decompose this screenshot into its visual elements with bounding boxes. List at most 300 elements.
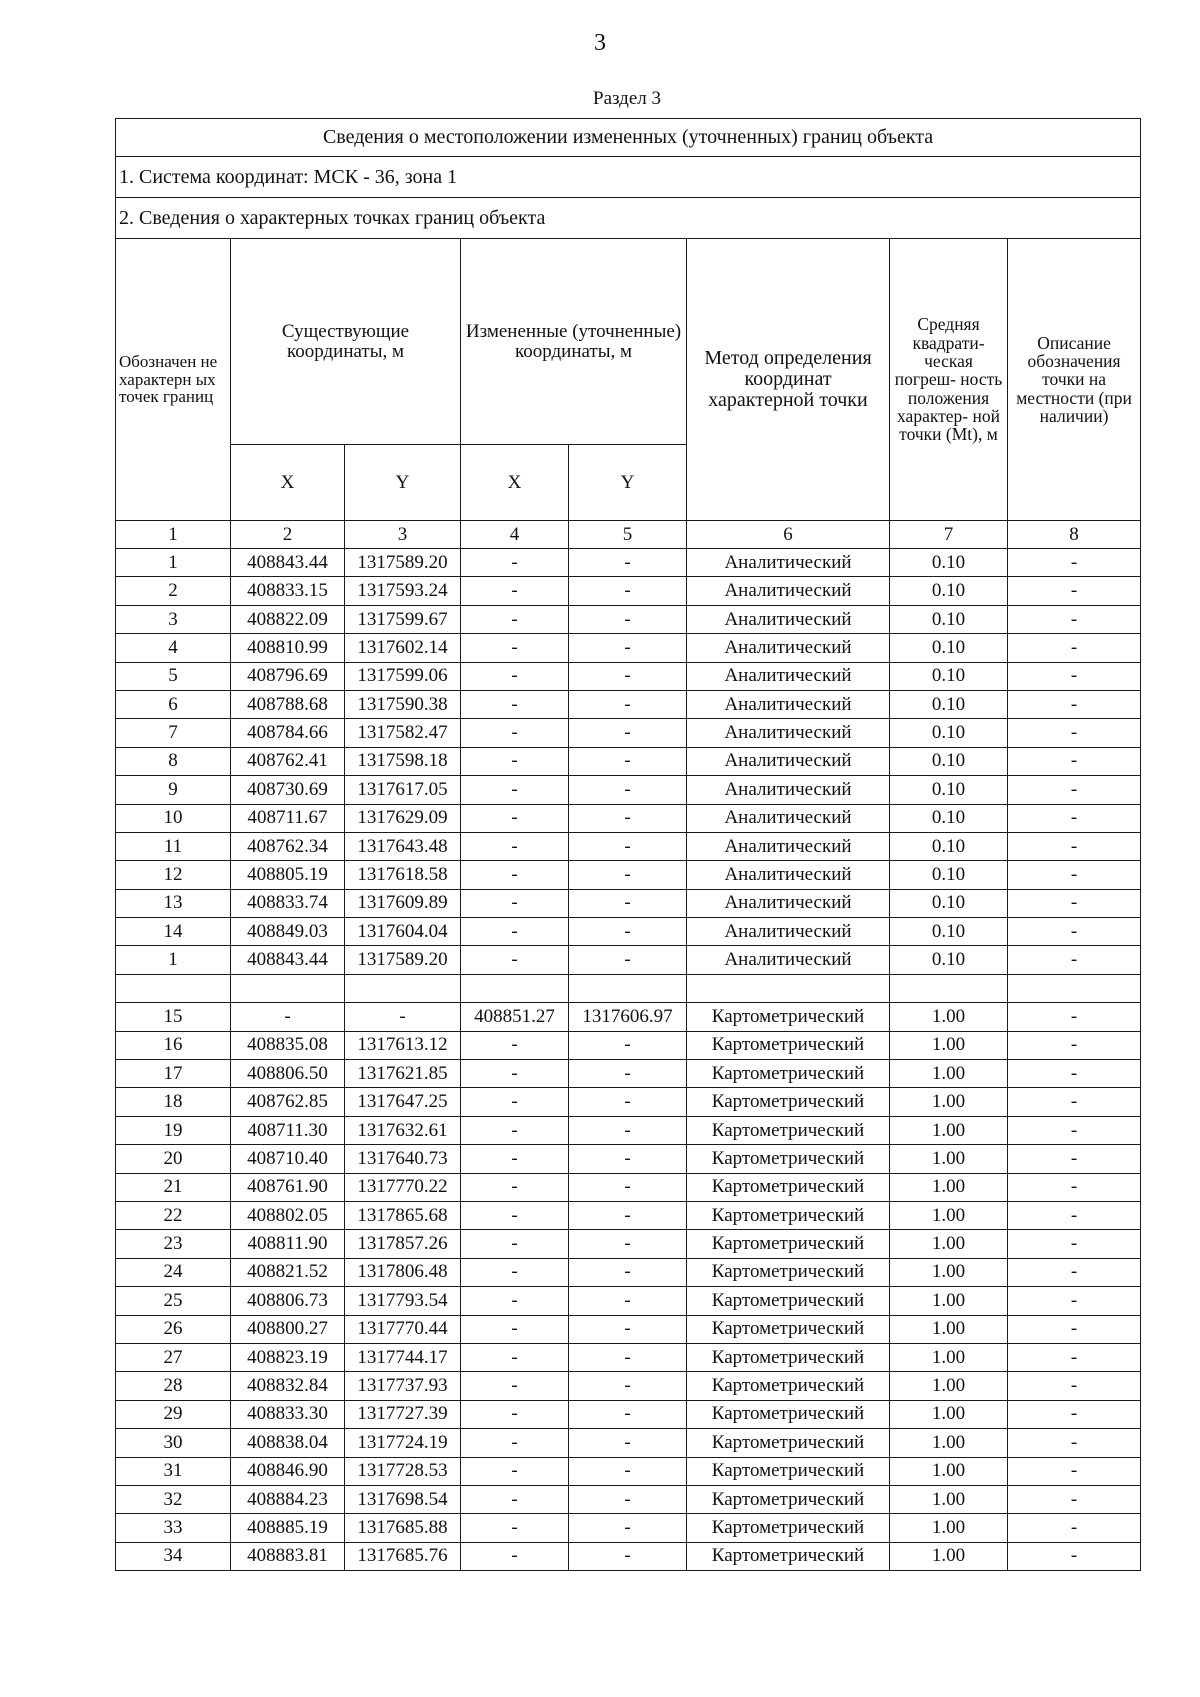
cell-existing-y: 1317793.54: [345, 1287, 461, 1315]
cell-changed-x: -: [461, 946, 569, 974]
cell-mean-square-error: 0.10: [890, 747, 1008, 775]
cell-existing-x: 408883.81: [231, 1542, 345, 1570]
cell-point-number: 9: [116, 776, 231, 804]
cell-existing-x: 408730.69: [231, 776, 345, 804]
cell-changed-x: -: [461, 1485, 569, 1513]
header-changed-y: Y: [569, 445, 687, 521]
cell-description: -: [1008, 1372, 1141, 1400]
cell-existing-y: 1317647.25: [345, 1088, 461, 1116]
cell-existing-x: 408762.41: [231, 747, 345, 775]
cell-method: Аналитический: [687, 719, 890, 747]
page-number: 3: [594, 30, 606, 56]
cell-changed-y: -: [569, 946, 687, 974]
table-row: [116, 1485, 1141, 1513]
cell-method: Картометрический: [687, 1145, 890, 1173]
points-heading: 2. Сведения о характерных точках границ объекта: [116, 198, 1141, 239]
cell-description: -: [1008, 1088, 1141, 1116]
table-row: [116, 1400, 1141, 1428]
cell-existing-x: 408884.23: [231, 1485, 345, 1513]
cell-changed-x: -: [461, 1145, 569, 1173]
cell-description: -: [1008, 719, 1141, 747]
cell-method: Аналитический: [687, 804, 890, 832]
cell-description: -: [1008, 1201, 1141, 1229]
header-mean-square-error: Средняя квадрати- ческая погреш- ность положения характер- ной точки (Mt), м: [890, 239, 1008, 521]
cell-mean-square-error: 1.00: [890, 1116, 1008, 1144]
cell-mean-square-error: [890, 974, 1008, 1002]
cell-changed-y: -: [569, 1485, 687, 1513]
cell-existing-y: 1317640.73: [345, 1145, 461, 1173]
table-row: [116, 974, 1141, 1002]
cell-changed-x: -: [461, 719, 569, 747]
table-row: [116, 1258, 1141, 1286]
cell-existing-x: 408761.90: [231, 1173, 345, 1201]
cell-description: -: [1008, 889, 1141, 917]
cell-existing-y: 1317698.54: [345, 1485, 461, 1513]
cell-description: [1008, 974, 1141, 1002]
table-row: [116, 918, 1141, 946]
cell-description: -: [1008, 1003, 1141, 1031]
cell-point-number: 29: [116, 1400, 231, 1428]
cell-changed-x: -: [461, 1542, 569, 1570]
cell-description: -: [1008, 804, 1141, 832]
cell-method: Аналитический: [687, 634, 890, 662]
cell-changed-x: [461, 974, 569, 1002]
cell-mean-square-error: 1.00: [890, 1201, 1008, 1229]
cell-existing-y: 1317865.68: [345, 1201, 461, 1229]
cell-description: -: [1008, 776, 1141, 804]
cell-changed-y: -: [569, 1372, 687, 1400]
cell-existing-x: 408821.52: [231, 1258, 345, 1286]
cell-point-number: 13: [116, 889, 231, 917]
cell-description: -: [1008, 662, 1141, 690]
cell-changed-x: -: [461, 747, 569, 775]
cell-changed-y: -: [569, 1429, 687, 1457]
header-existing-y: Y: [345, 445, 461, 521]
cell-method: Картометрический: [687, 1429, 890, 1457]
cell-description: -: [1008, 918, 1141, 946]
table-row: [116, 889, 1141, 917]
cell-existing-x: 408833.30: [231, 1400, 345, 1428]
cell-description: -: [1008, 1116, 1141, 1144]
cell-existing-y: 1317685.76: [345, 1542, 461, 1570]
cell-existing-x: 408810.99: [231, 634, 345, 662]
cell-method: Картометрический: [687, 1542, 890, 1570]
cell-existing-x: 408796.69: [231, 662, 345, 690]
cell-point-number: 3: [116, 605, 231, 633]
cell-point-number: 1: [116, 946, 231, 974]
cell-existing-y: 1317618.58: [345, 861, 461, 889]
cell-existing-x: 408806.73: [231, 1287, 345, 1315]
cell-point-number: 28: [116, 1372, 231, 1400]
cell-existing-x: 408806.50: [231, 1060, 345, 1088]
cell-description: -: [1008, 832, 1141, 860]
cell-changed-x: 408851.27: [461, 1003, 569, 1031]
cell-existing-x: 408885.19: [231, 1514, 345, 1542]
header-designation: Обозначен не характерн ых точек границ: [116, 239, 231, 521]
cell-existing-x: 408838.04: [231, 1429, 345, 1457]
cell-existing-y: 1317727.39: [345, 1400, 461, 1428]
table-row: [116, 1372, 1141, 1400]
cell-mean-square-error: 0.10: [890, 549, 1008, 577]
cell-existing-x: 408833.15: [231, 577, 345, 605]
cell-point-number: 7: [116, 719, 231, 747]
cell-mean-square-error: 1.00: [890, 1145, 1008, 1173]
cell-existing-y: 1317604.04: [345, 918, 461, 946]
cell-mean-square-error: 0.10: [890, 861, 1008, 889]
cell-changed-x: -: [461, 1201, 569, 1229]
cell-changed-x: -: [461, 662, 569, 690]
cell-changed-x: -: [461, 1457, 569, 1485]
cell-changed-x: -: [461, 1060, 569, 1088]
cell-point-number: 20: [116, 1145, 231, 1173]
cell-existing-y: 1317724.19: [345, 1429, 461, 1457]
cell-changed-x: -: [461, 549, 569, 577]
cell-changed-x: -: [461, 605, 569, 633]
cell-changed-x: -: [461, 1173, 569, 1201]
cell-mean-square-error: 1.00: [890, 1088, 1008, 1116]
cell-point-number: 6: [116, 690, 231, 718]
column-number: 4: [461, 521, 569, 549]
cell-description: -: [1008, 1485, 1141, 1513]
table-row: [116, 605, 1141, 633]
cell-changed-y: -: [569, 1145, 687, 1173]
cell-changed-x: -: [461, 577, 569, 605]
cell-point-number: 22: [116, 1201, 231, 1229]
cell-existing-y: 1317744.17: [345, 1343, 461, 1371]
cell-mean-square-error: 1.00: [890, 1230, 1008, 1258]
cell-changed-x: -: [461, 1116, 569, 1144]
cell-method: Картометрический: [687, 1060, 890, 1088]
cell-description: -: [1008, 1230, 1141, 1258]
cell-mean-square-error: 1.00: [890, 1060, 1008, 1088]
cell-existing-x: 408762.85: [231, 1088, 345, 1116]
cell-existing-y: 1317770.44: [345, 1315, 461, 1343]
cell-point-number: 32: [116, 1485, 231, 1513]
cell-existing-x: 408822.09: [231, 605, 345, 633]
cell-description: -: [1008, 634, 1141, 662]
cell-point-number: 15: [116, 1003, 231, 1031]
cell-mean-square-error: 1.00: [890, 1542, 1008, 1570]
cell-existing-y: 1317770.22: [345, 1173, 461, 1201]
cell-mean-square-error: 0.10: [890, 577, 1008, 605]
cell-existing-x: 408805.19: [231, 861, 345, 889]
table-row: [116, 1429, 1141, 1457]
cell-mean-square-error: 0.10: [890, 662, 1008, 690]
cell-existing-y: 1317609.89: [345, 889, 461, 917]
cell-mean-square-error: 1.00: [890, 1287, 1008, 1315]
table-row: [116, 1542, 1141, 1570]
cell-changed-y: [569, 974, 687, 1002]
cell-existing-x: 408832.84: [231, 1372, 345, 1400]
cell-method: Картометрический: [687, 1258, 890, 1286]
cell-description: -: [1008, 1258, 1141, 1286]
cell-description: -: [1008, 549, 1141, 577]
cell-existing-y: 1317590.38: [345, 690, 461, 718]
boundary-points-table: [115, 118, 1141, 1571]
cell-changed-y: -: [569, 747, 687, 775]
column-number: 6: [687, 521, 890, 549]
cell-point-number: 1: [116, 549, 231, 577]
cell-existing-y: 1317593.24: [345, 577, 461, 605]
cell-point-number: 30: [116, 1429, 231, 1457]
cell-mean-square-error: 0.10: [890, 804, 1008, 832]
cell-method: Картометрический: [687, 1230, 890, 1258]
table-row: [116, 1003, 1141, 1031]
cell-existing-x: 408784.66: [231, 719, 345, 747]
table-row: [116, 1088, 1141, 1116]
cell-method: Аналитический: [687, 946, 890, 974]
cell-point-number: 10: [116, 804, 231, 832]
cell-changed-x: -: [461, 1343, 569, 1371]
cell-changed-y: -: [569, 861, 687, 889]
cell-changed-y: -: [569, 690, 687, 718]
table-row: [116, 634, 1141, 662]
header-changed-x: X: [461, 445, 569, 521]
column-number: 5: [569, 521, 687, 549]
cell-mean-square-error: 0.10: [890, 946, 1008, 974]
cell-existing-x: 408802.05: [231, 1201, 345, 1229]
table-row: [116, 690, 1141, 718]
header-point-description: Описание обозначения точки на местности (при наличии): [1008, 239, 1141, 521]
cell-changed-x: -: [461, 634, 569, 662]
cell-point-number: 17: [116, 1060, 231, 1088]
cell-existing-x: 408843.44: [231, 549, 345, 577]
cell-method: Картометрический: [687, 1485, 890, 1513]
cell-existing-y: 1317589.20: [345, 549, 461, 577]
table-row: [116, 1457, 1141, 1485]
cell-method: Аналитический: [687, 549, 890, 577]
column-number: 3: [345, 521, 461, 549]
cell-mean-square-error: 0.10: [890, 605, 1008, 633]
cell-mean-square-error: 0.10: [890, 719, 1008, 747]
cell-mean-square-error: 0.10: [890, 889, 1008, 917]
cell-point-number: 12: [116, 861, 231, 889]
table-row: [116, 1287, 1141, 1315]
cell-mean-square-error: 1.00: [890, 1031, 1008, 1059]
table-row: [116, 662, 1141, 690]
cell-existing-y: 1317621.85: [345, 1060, 461, 1088]
cell-changed-y: -: [569, 1088, 687, 1116]
cell-existing-y: 1317685.88: [345, 1514, 461, 1542]
cell-existing-y: 1317599.06: [345, 662, 461, 690]
cell-description: -: [1008, 605, 1141, 633]
cell-description: -: [1008, 1060, 1141, 1088]
cell-changed-y: -: [569, 1287, 687, 1315]
table-row: [116, 1031, 1141, 1059]
cell-existing-y: 1317582.47: [345, 719, 461, 747]
cell-method: Картометрический: [687, 1287, 890, 1315]
cell-description: -: [1008, 577, 1141, 605]
cell-changed-y: -: [569, 1258, 687, 1286]
cell-existing-y: 1317629.09: [345, 804, 461, 832]
cell-mean-square-error: 1.00: [890, 1485, 1008, 1513]
cell-mean-square-error: 1.00: [890, 1372, 1008, 1400]
cell-existing-x: 408800.27: [231, 1315, 345, 1343]
table-row: [116, 747, 1141, 775]
table-row: [116, 1060, 1141, 1088]
cell-description: -: [1008, 946, 1141, 974]
cell-mean-square-error: 1.00: [890, 1429, 1008, 1457]
cell-point-number: 21: [116, 1173, 231, 1201]
cell-changed-y: -: [569, 1173, 687, 1201]
cell-description: -: [1008, 861, 1141, 889]
cell-point-number: 31: [116, 1457, 231, 1485]
cell-method: Аналитический: [687, 861, 890, 889]
cell-changed-x: -: [461, 1315, 569, 1343]
cell-mean-square-error: 0.10: [890, 918, 1008, 946]
cell-changed-y: -: [569, 804, 687, 832]
cell-method: Аналитический: [687, 577, 890, 605]
cell-point-number: 33: [116, 1514, 231, 1542]
cell-mean-square-error: 1.00: [890, 1457, 1008, 1485]
cell-changed-x: -: [461, 861, 569, 889]
cell-description: -: [1008, 1287, 1141, 1315]
cell-existing-x: -: [231, 1003, 345, 1031]
column-number: 8: [1008, 521, 1141, 549]
cell-mean-square-error: 1.00: [890, 1003, 1008, 1031]
cell-existing-y: 1317857.26: [345, 1230, 461, 1258]
cell-point-number: 11: [116, 832, 231, 860]
cell-method: Картометрический: [687, 1457, 890, 1485]
cell-method: Аналитический: [687, 832, 890, 860]
cell-mean-square-error: 1.00: [890, 1258, 1008, 1286]
cell-existing-y: 1317599.67: [345, 605, 461, 633]
cell-method: [687, 974, 890, 1002]
cell-existing-x: 408835.08: [231, 1031, 345, 1059]
cell-existing-y: 1317643.48: [345, 832, 461, 860]
header-method: Метод определения координат характерной точки: [687, 239, 890, 521]
cell-point-number: 25: [116, 1287, 231, 1315]
cell-method: Картометрический: [687, 1315, 890, 1343]
cell-method: Аналитический: [687, 918, 890, 946]
column-number: 1: [116, 521, 231, 549]
cell-point-number: 4: [116, 634, 231, 662]
cell-method: Картометрический: [687, 1372, 890, 1400]
column-number: 7: [890, 521, 1008, 549]
cell-description: -: [1008, 1542, 1141, 1570]
cell-changed-y: -: [569, 1201, 687, 1229]
cell-point-number: 2: [116, 577, 231, 605]
cell-changed-x: -: [461, 1088, 569, 1116]
cell-changed-y: -: [569, 1230, 687, 1258]
cell-changed-y: -: [569, 1060, 687, 1088]
cell-existing-y: 1317806.48: [345, 1258, 461, 1286]
table-row: [116, 946, 1141, 974]
table-row: [116, 577, 1141, 605]
cell-method: Картометрический: [687, 1088, 890, 1116]
cell-changed-y: -: [569, 776, 687, 804]
cell-changed-y: -: [569, 889, 687, 917]
cell-existing-x: 408711.30: [231, 1116, 345, 1144]
cell-method: Картометрический: [687, 1173, 890, 1201]
cell-method: Аналитический: [687, 690, 890, 718]
cell-existing-y: 1317728.53: [345, 1457, 461, 1485]
cell-changed-x: -: [461, 804, 569, 832]
cell-changed-x: -: [461, 832, 569, 860]
cell-description: -: [1008, 1514, 1141, 1542]
cell-changed-x: -: [461, 1372, 569, 1400]
cell-existing-x: 408833.74: [231, 889, 345, 917]
cell-method: Картометрический: [687, 1343, 890, 1371]
cell-changed-y: -: [569, 1400, 687, 1428]
cell-description: -: [1008, 1315, 1141, 1343]
cell-changed-x: -: [461, 1031, 569, 1059]
cell-mean-square-error: 0.10: [890, 776, 1008, 804]
cell-existing-y: [345, 974, 461, 1002]
cell-changed-y: -: [569, 634, 687, 662]
cell-method: Аналитический: [687, 776, 890, 804]
cell-changed-x: -: [461, 776, 569, 804]
cell-point-number: 26: [116, 1315, 231, 1343]
cell-existing-x: 408762.34: [231, 832, 345, 860]
cell-changed-y: -: [569, 918, 687, 946]
cell-changed-y: -: [569, 1343, 687, 1371]
table-row: [116, 549, 1141, 577]
table-title: Сведения о местоположении измененных (уточненных) границ объекта: [116, 119, 1141, 157]
cell-changed-y: -: [569, 577, 687, 605]
cell-changed-x: -: [461, 1400, 569, 1428]
table-row: [116, 1343, 1141, 1371]
table-row: [116, 776, 1141, 804]
header-existing-x: X: [231, 445, 345, 521]
cell-method: Аналитический: [687, 889, 890, 917]
cell-changed-y: -: [569, 1514, 687, 1542]
cell-method: Картометрический: [687, 1400, 890, 1428]
cell-existing-y: 1317613.12: [345, 1031, 461, 1059]
cell-existing-y: 1317589.20: [345, 946, 461, 974]
cell-changed-y: -: [569, 549, 687, 577]
cell-point-number: 14: [116, 918, 231, 946]
cell-method: Картометрический: [687, 1201, 890, 1229]
cell-point-number: 34: [116, 1542, 231, 1570]
cell-existing-y: 1317598.18: [345, 747, 461, 775]
cell-description: -: [1008, 747, 1141, 775]
cell-description: -: [1008, 690, 1141, 718]
table-row: [116, 804, 1141, 832]
cell-description: -: [1008, 1429, 1141, 1457]
table-row: [116, 861, 1141, 889]
cell-changed-y: -: [569, 719, 687, 747]
coordinate-system: 1. Система координат: МСК - 36, зона 1: [116, 157, 1141, 198]
cell-changed-y: -: [569, 1116, 687, 1144]
cell-description: -: [1008, 1457, 1141, 1485]
table-row: [116, 1315, 1141, 1343]
cell-point-number: 18: [116, 1088, 231, 1116]
cell-point-number: 8: [116, 747, 231, 775]
column-number: 2: [231, 521, 345, 549]
cell-existing-x: 408846.90: [231, 1457, 345, 1485]
cell-changed-y: -: [569, 662, 687, 690]
cell-changed-x: -: [461, 1514, 569, 1542]
cell-mean-square-error: 0.10: [890, 832, 1008, 860]
cell-existing-x: 408710.40: [231, 1145, 345, 1173]
cell-changed-x: -: [461, 918, 569, 946]
cell-changed-y: -: [569, 832, 687, 860]
cell-changed-x: -: [461, 1258, 569, 1286]
table-row: [116, 1201, 1141, 1229]
cell-mean-square-error: 1.00: [890, 1400, 1008, 1428]
cell-description: -: [1008, 1343, 1141, 1371]
cell-method: Аналитический: [687, 605, 890, 633]
cell-existing-y: 1317617.05: [345, 776, 461, 804]
cell-existing-x: 408811.90: [231, 1230, 345, 1258]
cell-description: -: [1008, 1031, 1141, 1059]
cell-method: Картометрический: [687, 1003, 890, 1031]
cell-changed-y: -: [569, 605, 687, 633]
cell-mean-square-error: 0.10: [890, 634, 1008, 662]
table-row: [116, 832, 1141, 860]
table-row: [116, 1145, 1141, 1173]
